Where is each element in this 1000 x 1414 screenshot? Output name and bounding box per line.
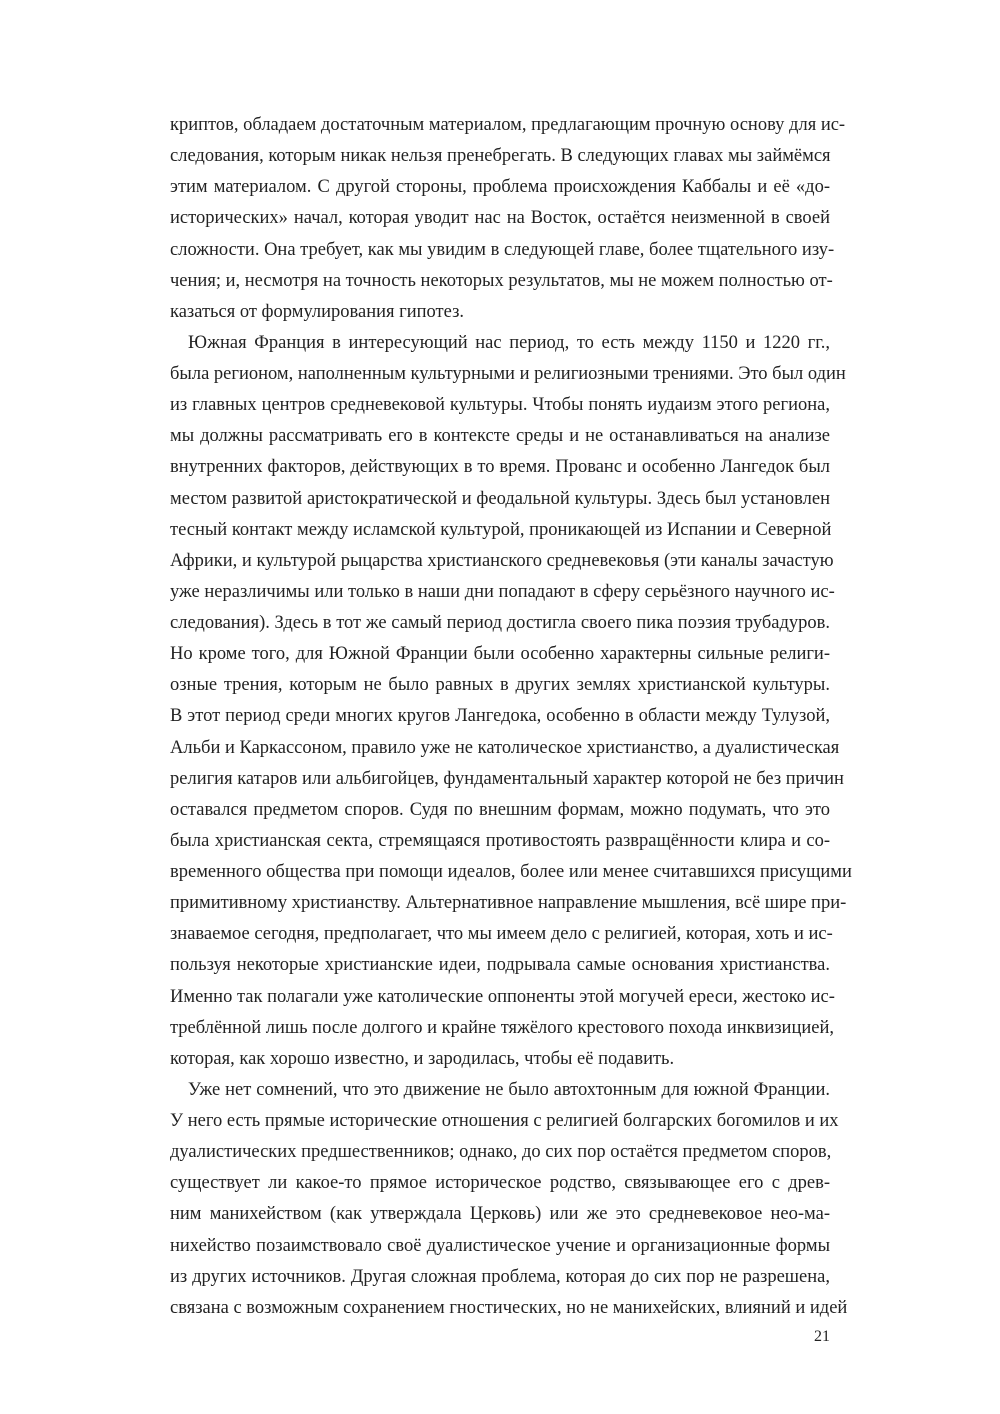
text-line: Африки, и культурой рыцарства христианского средневековья (эти каналы зачастую — [170, 550, 834, 571]
text-line: религия катаров или альбигойцев, фундаментальный характер которой не без причин — [170, 768, 844, 789]
paragraph — [170, 328, 852, 1075]
text-line: В этот период среди многих кругов Лангедока, особенно в области между Тулузой, — [170, 706, 830, 727]
text-line: У него есть прямые исторические отношения с религией болгарских богомилов и их — [170, 1111, 839, 1131]
text-line: оставался предметом споров. Судя по внешним формам, можно подумать, что это — [170, 799, 830, 820]
page-body — [170, 110, 852, 1324]
text-line: из других источников. Другая сложная проблема, которая до сих пор не разрешена, — [170, 1266, 830, 1287]
paragraph — [170, 110, 846, 328]
text-line: Южная Франция в интересующий нас период, то есть между 1150 и 1220 гг., — [188, 332, 830, 353]
text-line: знаваемое сегодня, предполагает, что мы имеем дело с религией, которая, хоть и ис- — [170, 924, 833, 945]
text-line: уже неразличимы или только в наши дни попадают в сферу серьёзного научного ис- — [170, 581, 835, 602]
text-line: Именно так полагали уже католические оппоненты этой могучей ереси, жестоко ис- — [170, 986, 835, 1007]
text-line: исторических» начал, которая уводит нас на Восток, остаётся неизменной в своей — [170, 208, 830, 229]
text-line: казаться от формулирования гипотез. — [170, 301, 465, 322]
text-line: связана с возможным сохранением гностических, но не манихейских, влияний и идей — [170, 1297, 848, 1318]
text-line: временного общества при помощи идеалов, более или менее считавшихся присущими — [170, 862, 852, 882]
text-line: дуалистических предшественников; однако, до сих пор остаётся предметом споров, — [170, 1142, 832, 1163]
text-line: внутренних факторов, действующих в то время. Прованс и особенно Лангедок был — [170, 457, 830, 478]
text-line: чения; и, несмотря на точность некоторых результатов, мы не можем полностью от- — [170, 270, 833, 291]
text-line: Но кроме того, для Южной Франции были особенно характерны сильные религи- — [170, 644, 830, 665]
text-line: следования). Здесь в тот же самый период достигла своего пика поэзия трубадуров. — [170, 613, 830, 633]
text-line: Уже нет сомнений, что это движение не было автохтонным для южной Франции. — [188, 1079, 830, 1100]
text-line: сложности. Она требует, как мы увидим в следующей главе, более тщательного изу- — [170, 239, 835, 260]
paragraph — [170, 1075, 848, 1324]
text-line: была христианская секта, стремящаяся противостоять развращённости клира и со- — [170, 830, 830, 851]
text-line: этим материалом. С другой стороны, проблема происхождения Каббалы и её «до- — [170, 177, 830, 198]
text-line: была регионом, наполненным культурными и религиозными трениями. Это был один — [170, 364, 846, 384]
text-line: местом развитой аристократической и феодальной культуры. Здесь был установлен — [170, 488, 830, 509]
text-line: которая, как хорошо известно, и зародилась, чтобы её подавить. — [170, 1048, 675, 1069]
text-line: озные трения, которым не было равных в других землях христианской культуры. — [170, 675, 830, 696]
text-line: криптов, обладаем достаточным материалом, предлагающим прочную основу для ис- — [170, 115, 846, 135]
text-line: мы должны рассматривать его в контексте среды и не останавливаться на анализе — [170, 426, 830, 447]
text-line: следования, которым никак нельзя пренебрегать. В следующих главах мы займёмся — [170, 146, 831, 167]
text-line: пользуя некоторые христианские идеи, подрывала самые основания христианства. — [170, 955, 830, 976]
text-line: нихейство позаимствовало своё дуалистическое учение и организационные формы — [170, 1235, 830, 1256]
text-line: треблённой лишь после долгого и крайне тяжёлого крестового похода инквизицией, — [170, 1017, 834, 1038]
text-line: примитивному христианству. Альтернативное направление мышления, всё шире при- — [170, 893, 847, 914]
text-line: ним манихейством (как утверждала Церковь) или же это средневековое нео-ма- — [170, 1204, 830, 1225]
page-number: 21 — [814, 1328, 830, 1345]
text-line: существует ли какое-то прямое историческое родство, связывающее его с древ- — [170, 1173, 830, 1194]
text-line: из главных центров средневековой культуры. Чтобы понять иудаизм этого региона, — [170, 395, 830, 416]
text-line: Альби и Каркассоном, правило уже не католическое христианство, а дуалистическая — [170, 737, 840, 758]
text-line: тесный контакт между исламской культурой, проникающей из Испании и Северной — [170, 519, 832, 540]
